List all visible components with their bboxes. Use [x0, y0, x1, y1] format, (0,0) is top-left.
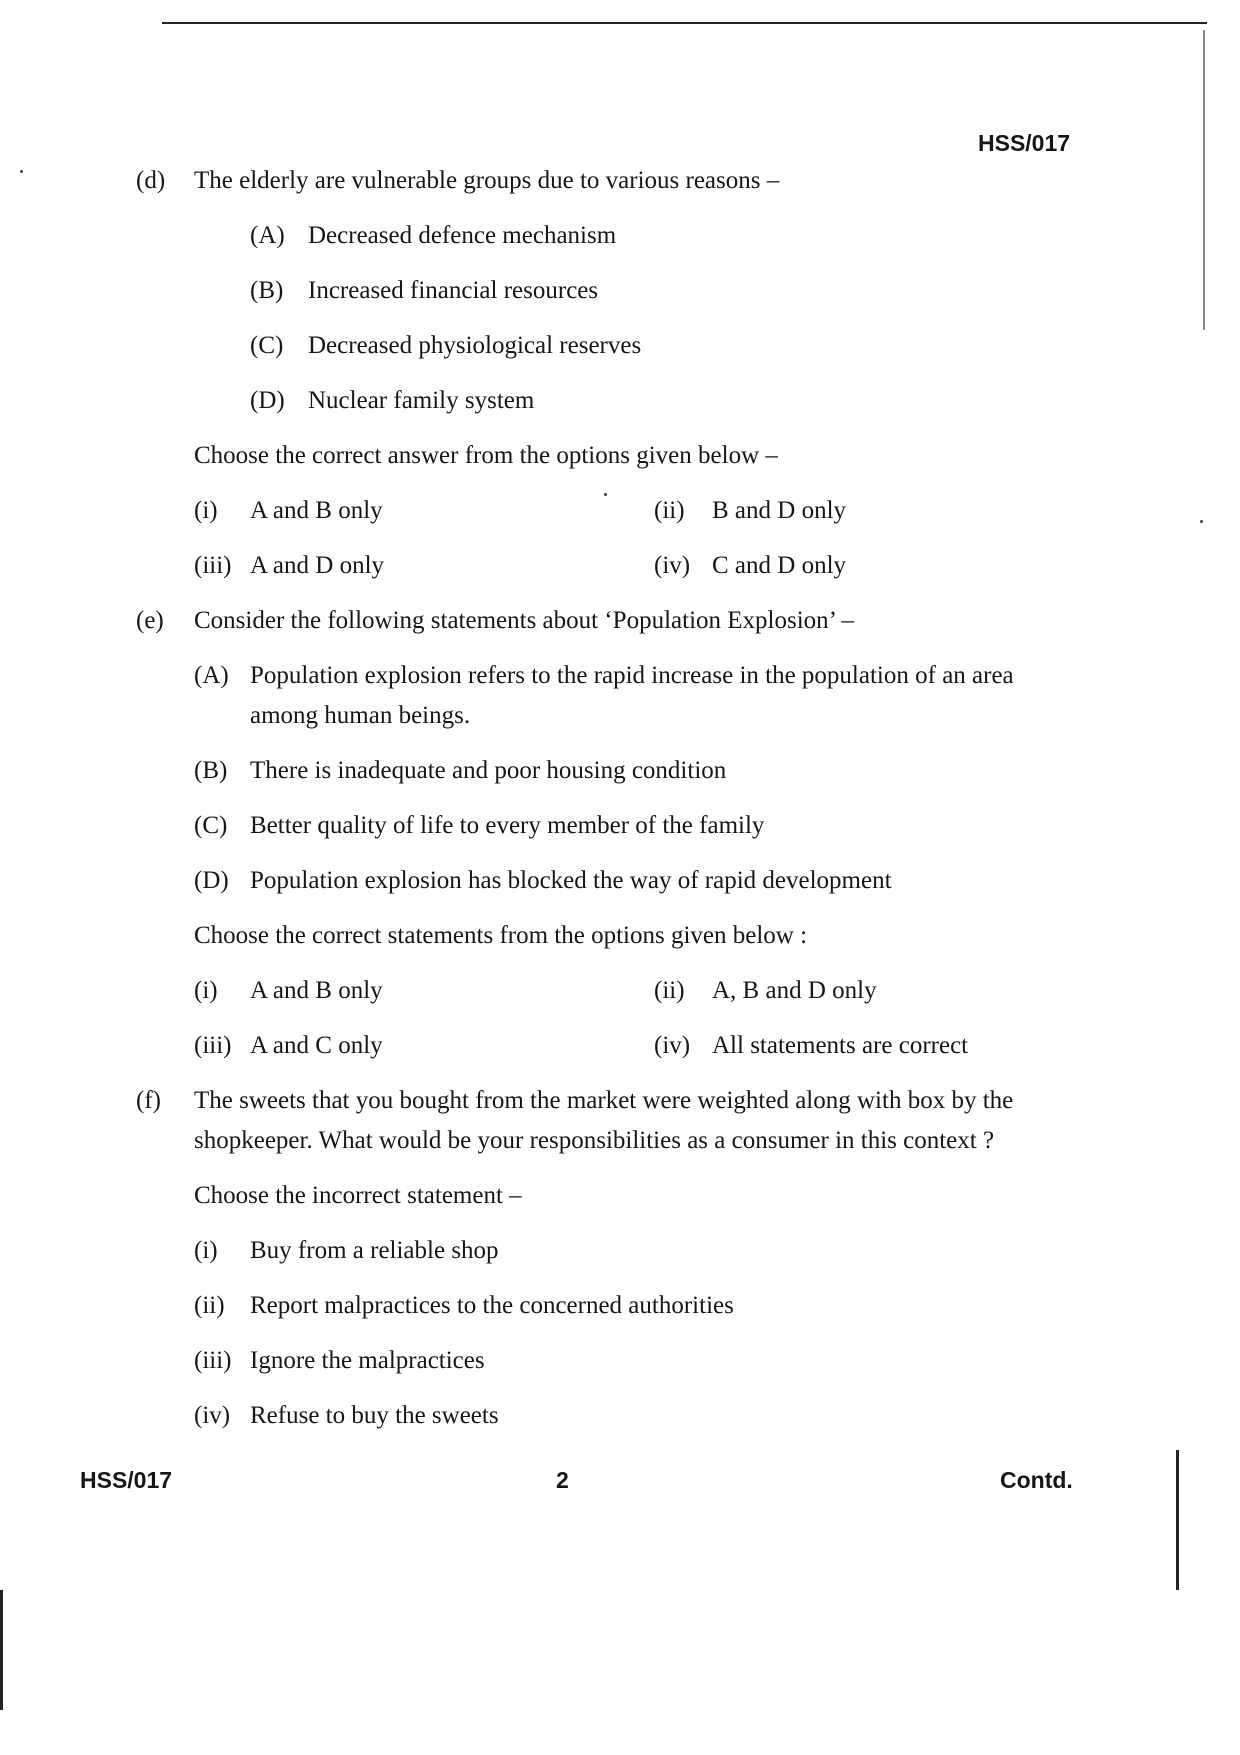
header-code: HSS/017 [978, 130, 1071, 156]
statement-text: Nuclear family system [308, 387, 535, 414]
statement-label: (C) [194, 812, 228, 839]
option-label: (i) [194, 1237, 218, 1264]
statement-text: Population explosion has blocked the way of rapid development [250, 867, 892, 894]
question-f-label: (f) [136, 1087, 161, 1114]
scan-speck [1200, 520, 1203, 523]
option-label: (iv) [194, 1402, 231, 1429]
option-label: (i) [194, 497, 218, 524]
option-text: Report malpractices to the concerned authorities [250, 1292, 734, 1319]
scan-border-top [162, 22, 1207, 24]
question-f-instruction: Choose the incorrect statement – [194, 1182, 522, 1209]
statement-text: Increased financial resources [308, 277, 599, 304]
question-d-instruction: Choose the correct answer from the options given below – [194, 442, 778, 469]
statement-label: (C) [250, 332, 284, 359]
option-label: (iv) [654, 552, 691, 579]
statement-label: (A) [250, 222, 285, 249]
statement-label: (D) [194, 867, 229, 894]
option-label: (ii) [654, 977, 685, 1004]
option-label: (iv) [654, 1032, 691, 1059]
scan-mark-left [0, 1590, 3, 1710]
option-text: A and D only [250, 552, 385, 579]
option-text: A and B only [250, 977, 383, 1004]
option-text: B and D only [712, 497, 847, 524]
footer-code: HSS/017 [80, 1467, 173, 1493]
option-text: A, B and D only [712, 977, 877, 1004]
statement-text: Decreased physiological reserves [308, 332, 642, 359]
contd-label: Contd. [1000, 1467, 1073, 1493]
scan-speck [604, 493, 607, 496]
question-e-instruction: Choose the correct statements from the options given below : [194, 922, 808, 949]
option-text: A and C only [250, 1032, 383, 1059]
statement-text: There is inadequate and poor housing condition [250, 757, 727, 784]
option-text: Refuse to buy the sweets [250, 1402, 499, 1429]
option-label: (i) [194, 977, 218, 1004]
question-e-label: (e) [136, 607, 164, 634]
page-number: 2 [556, 1467, 569, 1493]
statement-label: (B) [194, 757, 228, 784]
question-d-label: (d) [136, 167, 166, 194]
option-text: All statements are correct [712, 1032, 969, 1059]
statement-label: (B) [250, 277, 284, 304]
scan-speck [20, 170, 23, 173]
option-text: C and D only [712, 552, 847, 579]
option-text: Buy from a reliable shop [250, 1237, 499, 1264]
option-text: A and B only [250, 497, 383, 524]
statement-text: Better quality of life to every member of the family [250, 812, 765, 839]
question-d-stem: The elderly are vulnerable groups due to various reasons – [194, 167, 780, 194]
option-label: (iii) [194, 1032, 232, 1059]
option-label: (iii) [194, 552, 232, 579]
scan-border-right [1203, 30, 1205, 330]
option-label: (ii) [654, 497, 685, 524]
statement-text: Decreased defence mechanism [308, 222, 617, 249]
option-label: (iii) [194, 1347, 232, 1374]
question-f-stem-continued: shopkeeper. What would be your responsibilities as a consumer in this context ? [194, 1127, 995, 1154]
statement-label: (A) [194, 662, 229, 689]
statement-text: Population explosion refers to the rapid increase in the population of an area [250, 662, 1014, 689]
question-e-stem: Consider the following statements about ‘Population Explosion’ – [194, 607, 854, 634]
option-text: Ignore the malpractices [250, 1347, 485, 1374]
scan-mark-right [1176, 1450, 1179, 1590]
option-label: (ii) [194, 1292, 225, 1319]
statement-text-continued: among human beings. [250, 702, 471, 729]
statement-label: (D) [250, 387, 285, 414]
question-f-stem: The sweets that you bought from the market were weighted along with box by the [194, 1087, 1014, 1114]
